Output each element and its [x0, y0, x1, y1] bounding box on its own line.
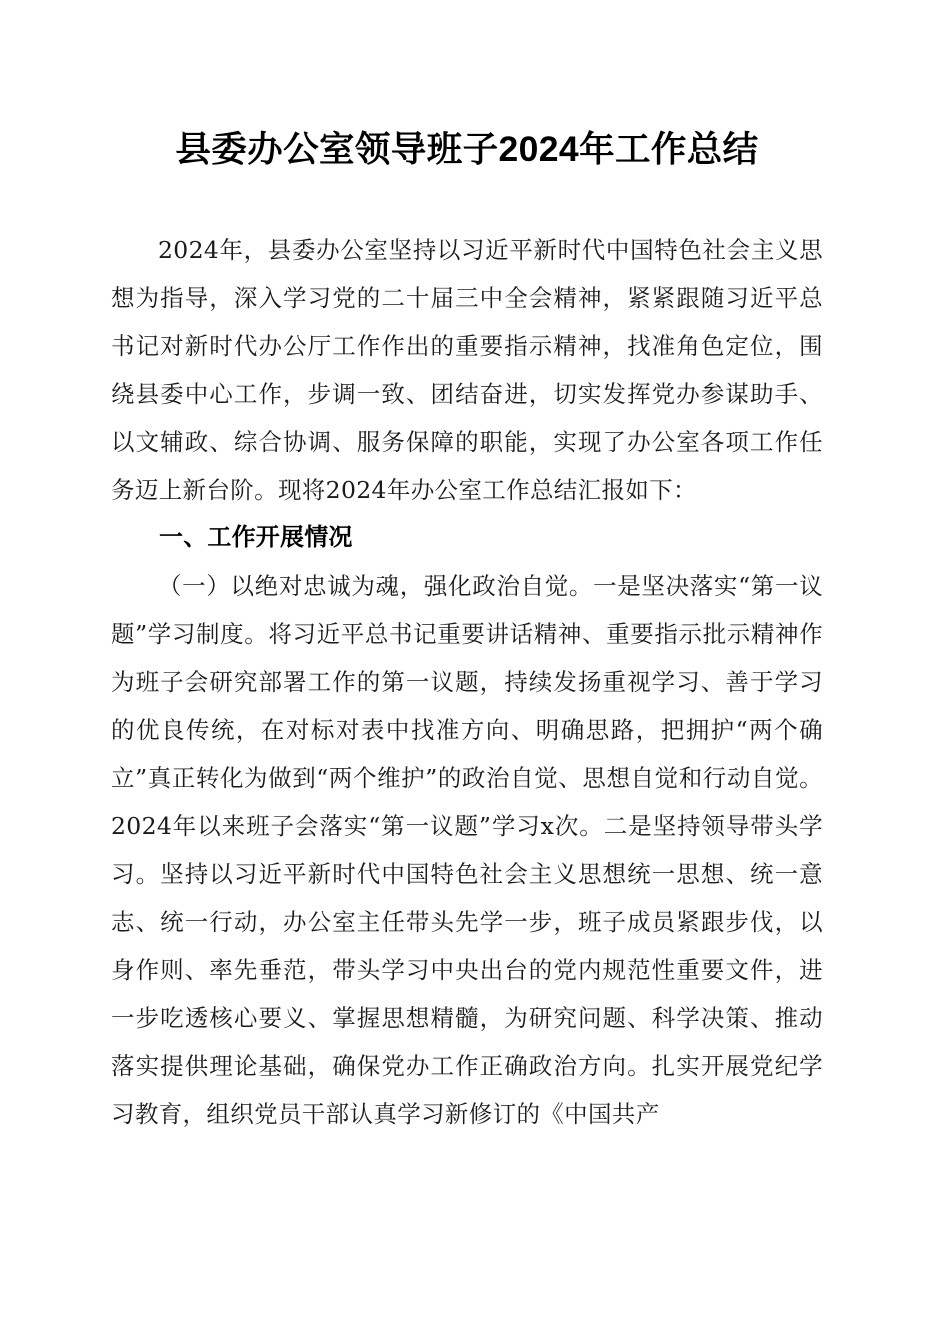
section-heading-work-progress: 一、工作开展情况 [159, 523, 353, 551]
paragraph-section-1-item-1: （一）以绝对忠诚为魂，强化政治自觉。一是坚决落实“第一议题”学习制度。将习近平总书记重要讲话精神、重要指示批示精神作为班子会研究部署工作的第一议题，持续发扬重视学习、善于学习的优良传统，在对标对表中找准方向、明确思路，把拥护“两个确立”真正转化为做到“两个维护”的政治自觉、思想自觉和行动自觉。2024年以来班子会落实“第一议题”学习x次。二是坚持领导带头学习。坚持以习近平新时代中国特色社会主义思想统一思想、统一意志、统一行动，办公室主任带头先学一步，班子成员紧跟步伐，以身作则、率先垂范，带头学习中央出台的党内规范性重要文件，进一步吃透核心要义、掌握思想精髓，为研究问题、科学决策、推动落实提供理论基础，确保党办工作正确政治方向。扎实开展党纪学习教育，组织党员干部认真学习新修订的《中国共产 [111, 571, 823, 1128]
document-body [111, 0, 823, 1308]
paragraph-intro: 2024年，县委办公室坚持以习近平新时代中国特色社会主义思想为指导，深入学习党的二十届三中全会精神，紧紧跟随习近平总书记对新时代办公厅工作作出的重要指示精神，找准角色定位，围绕县委中心工作，步调一致、团结奋进，切实发挥党办参谋助手、以文辅政、综合协调、服务保障的职能，实现了办公室各项工作任务迈上新台阶。现将2024年办公室工作总结汇报如下： [111, 235, 823, 504]
page-bottom-space [111, 1138, 823, 1308]
title-body-spacer [111, 168, 823, 226]
page-title: 县委办公室领导班子2024年工作总结 [175, 129, 759, 169]
